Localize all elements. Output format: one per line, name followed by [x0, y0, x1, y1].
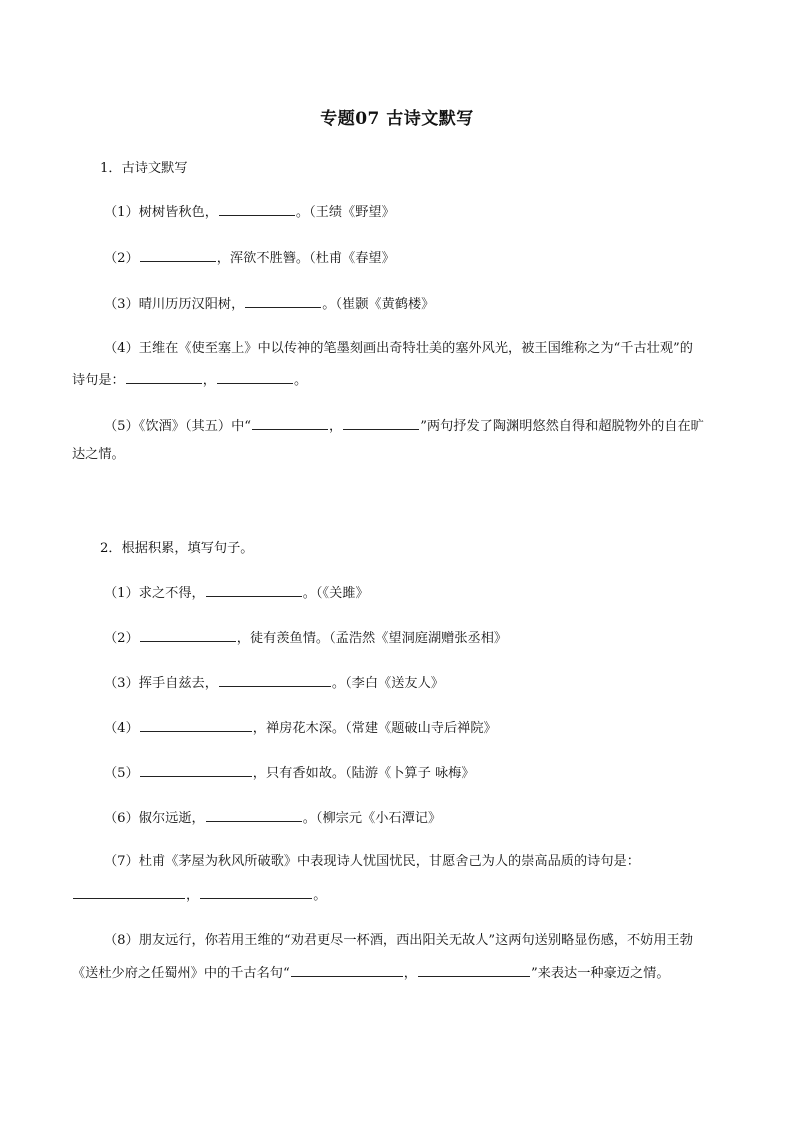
- answer-blank[interactable]: [418, 963, 530, 977]
- answer-blank[interactable]: [291, 963, 403, 977]
- question-text: ”两句抒发了陶渊明悠然自得和超脱物外的自在旷: [420, 419, 704, 434]
- answer-blank[interactable]: [343, 416, 419, 430]
- question-text: （1）树树皆秋色，: [104, 205, 218, 220]
- question-text: （6）俶尔远逝，: [104, 811, 205, 826]
- question-item: [104, 673, 444, 693]
- question-item: （7）杜甫《茅屋为秋风所破歌》中表现诗人忧国忧民，甘愿舍己为人的崇高品质的诗句是：: [104, 854, 640, 869]
- question-text: ，: [403, 966, 417, 981]
- question-text: （2）: [104, 631, 139, 646]
- answer-blank[interactable]: [140, 248, 216, 262]
- answer-blank[interactable]: [200, 885, 312, 899]
- question-item: [104, 808, 441, 828]
- page-title: 专题07 古诗文默写: [320, 109, 474, 129]
- answer-blank[interactable]: [219, 673, 331, 687]
- question-text: 。（柳宗元《小石潭记》: [302, 811, 442, 826]
- question-text: ，禅房花木深。（常建《题破山寺后禅院》: [252, 721, 497, 736]
- question-text: （1）求之不得，: [104, 586, 205, 601]
- question-text: ”来表达一种豪迈之情。: [530, 966, 670, 981]
- question-text: ，徒有羡鱼情。（孟浩然《望洞庭湖赠张丞相》: [236, 631, 508, 646]
- question-text: ，: [329, 419, 343, 434]
- question-text: （5）: [104, 766, 139, 781]
- answer-blank[interactable]: [252, 416, 328, 430]
- question-text: 。: [313, 888, 327, 903]
- question-item: [104, 718, 497, 738]
- question-text: 《送杜少府之任蜀州》中的千古名句“: [72, 966, 290, 981]
- question-item: [104, 628, 507, 648]
- answer-blank[interactable]: [206, 808, 302, 822]
- question-item-continued: [72, 963, 670, 983]
- question-text: 。（李白《送友人》: [331, 676, 444, 691]
- question-text: 。: [293, 373, 308, 388]
- question-item: [104, 416, 704, 436]
- question-text: ，浑欲不胜簪。（杜甫《春望》: [216, 251, 395, 266]
- question-text: ，: [202, 373, 216, 388]
- answer-blank[interactable]: [140, 763, 252, 777]
- question-item: （4）王维在《使至塞上》中以传神的笔墨刻画出奇特壮美的塞外风光，被王国维称之为“千古壮观”的: [104, 341, 693, 356]
- question-text: （2）: [104, 251, 139, 266]
- question-text: 诗句是：: [72, 373, 125, 388]
- question-item-continued: [72, 885, 326, 905]
- answer-blank[interactable]: [245, 294, 321, 308]
- question-item: （8）朋友远行，你若用王维的“劝君更尽一杯酒，西出阳关无故人”这两句送别略显伤感，不妨用王勃: [104, 933, 693, 948]
- section-heading: 2．根据积累，填写句子。: [100, 541, 254, 556]
- question-item-continued: [72, 370, 307, 390]
- question-text: ，: [186, 888, 200, 903]
- question-item-continued: 达之情。: [72, 447, 125, 462]
- answer-blank[interactable]: [206, 583, 302, 597]
- answer-blank[interactable]: [140, 628, 236, 642]
- answer-blank[interactable]: [140, 718, 252, 732]
- question-text: （3）晴川历历汉阳树，: [104, 297, 245, 312]
- answer-blank[interactable]: [126, 370, 202, 384]
- question-item: [104, 248, 395, 268]
- question-item: [104, 294, 434, 314]
- question-text: （5）《饮酒》（其五）中“: [104, 419, 251, 434]
- question-item: [104, 202, 395, 222]
- question-item: [104, 583, 369, 603]
- question-text: （4）: [104, 721, 139, 736]
- question-item: [104, 763, 475, 783]
- answer-blank[interactable]: [219, 202, 295, 216]
- question-text: （3）挥手自兹去，: [104, 676, 218, 691]
- question-text: ，只有香如故。（陆游《卜算子 咏梅》: [252, 766, 475, 781]
- question-text: 。（王绩《野望》: [295, 205, 395, 220]
- question-text: 。（《关雎》: [302, 586, 369, 601]
- section-heading: 1．古诗文默写: [100, 161, 188, 176]
- answer-blank[interactable]: [73, 885, 185, 899]
- answer-blank[interactable]: [217, 370, 293, 384]
- question-text: 。（崔颢《黄鹤楼》: [322, 297, 435, 312]
